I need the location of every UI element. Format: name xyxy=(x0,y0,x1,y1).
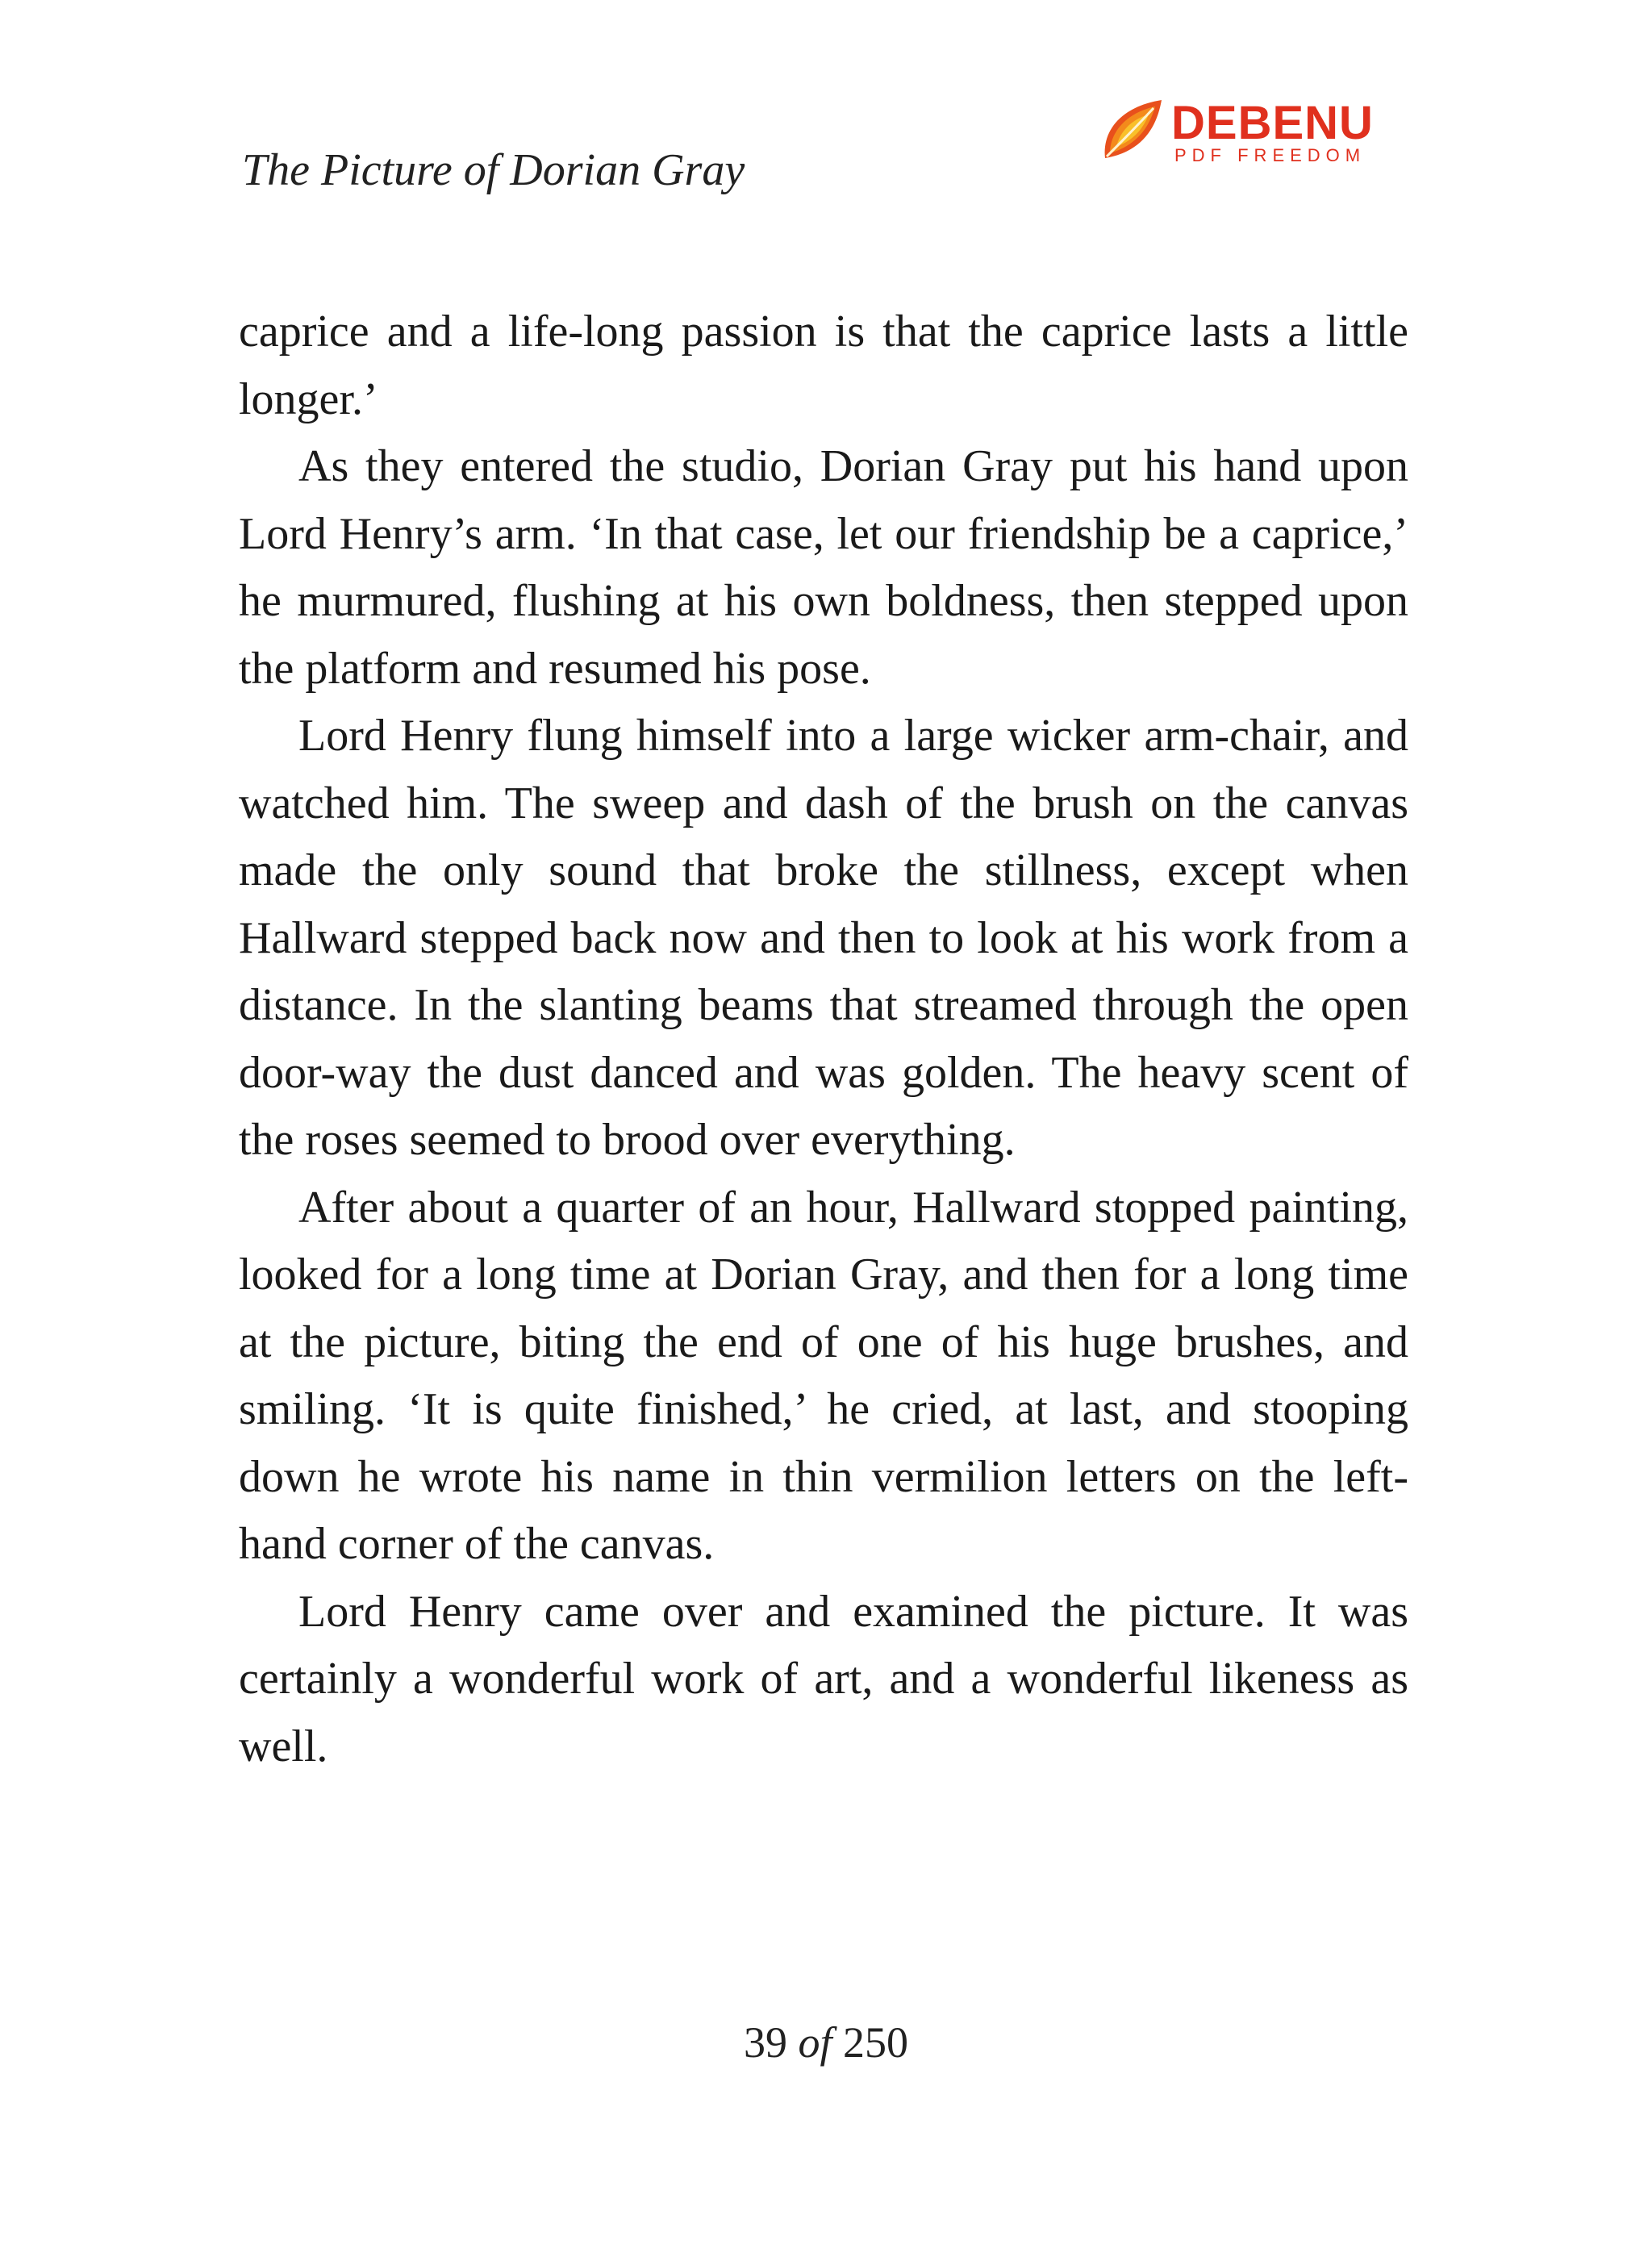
body-text xyxy=(239,298,1408,1780)
logo-wordmark: DEBENU xyxy=(1171,97,1374,149)
current-page: 39 xyxy=(743,2018,787,2067)
total-pages: 250 xyxy=(843,2018,908,2067)
running-title: The Picture of Dorian Gray xyxy=(242,145,745,195)
paragraph-5: Lord Henry came over and examined the picture. It was certainly a wonderful work of art, and a wonderful likeness as well. xyxy=(239,1586,1408,1771)
logo-tagline: PDF FREEDOM xyxy=(1174,145,1366,165)
flame-leaf-icon xyxy=(1097,95,1168,166)
page-number xyxy=(0,2018,1652,2067)
page-of-label: of xyxy=(798,2018,832,2067)
paragraph-1: caprice and a life-long passion is that the caprice lasts a little longer.’ xyxy=(239,307,1408,424)
paragraph-4: After about a quarter of an hour, Hallward stopped painting, looked for a long time at Dorian Gray, and then for a long time at the picture, biting the end of one of his huge brushes, and smiling. ‘It is quite finished,’ he cried, at last, and stooping down he wrote his name in thin vermilion letters on the left-hand corner of the canvas. xyxy=(239,1182,1408,1569)
paragraph-2: As they entered the studio, Dorian Gray put his hand upon Lord Henry’s arm. ‘In that case, let our friendship be a caprice,’ he murmured, flushing at his own boldness, then stepped upon the platform and resumed his pose. xyxy=(239,441,1408,694)
debenu-logo xyxy=(1097,89,1374,169)
paragraph-3: Lord Henry flung himself into a large wicker arm-chair, and watched him. The sweep and dash of the brush on the canvas made the only sound that broke the stillness, except when Hallward stepped back now and then to look at his work from a distance. In the slanting beams that streamed through the open door-way the dust danced and was golden. The heavy scent of the roses seemed to brood over everything. xyxy=(239,711,1408,1165)
